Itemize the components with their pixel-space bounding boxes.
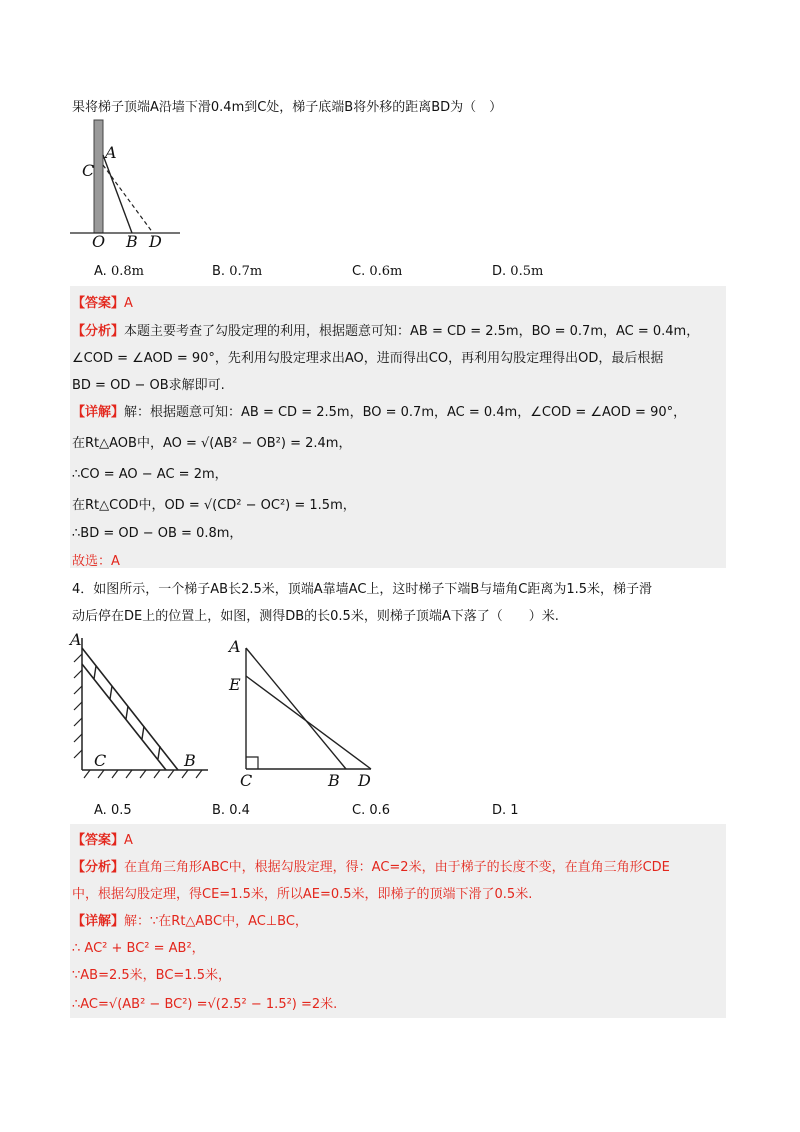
q3-figure: [70, 120, 190, 250]
q3-detail-5: ∴BD = OD − OB = 0.8m，: [72, 526, 243, 541]
q4-option-d: D. 1: [492, 803, 519, 818]
q3-choice: 故选：A: [72, 554, 120, 569]
q3-detail-4: 在Rt△COD中，OD = √(CD² − OC²) = 1.5m，: [72, 498, 356, 513]
q4-answer: 【答案】A: [72, 833, 133, 848]
q3-detail-3: ∴CO = AO − AC = 2m，: [72, 467, 228, 482]
q3-option-d: D. 0.5m: [492, 264, 544, 279]
label-c: C: [82, 161, 95, 180]
wall-hatching: [74, 654, 82, 758]
q4-analysis-2: 中，根据勾股定理，得CE=1.5米，所以AE=0.5米，即梯子的顶端下滑了0.5米.: [72, 887, 533, 902]
q4-detail-4: ∴AC=√(AB² − BC²) =√(2.5² − 1.5²) =2米.: [72, 997, 338, 1012]
label-e: E: [229, 675, 241, 694]
q3-analysis-1: 【分析】本题主要考查了勾股定理的利用，根据题意可知：AB = CD = 2.5m，BO = 0.7m，AC = 0.4m，: [72, 324, 700, 339]
q3-answer: 【答案】A: [72, 296, 133, 311]
label-o: O: [92, 232, 106, 251]
label-c: C: [240, 771, 253, 790]
q4-option-a: A. 0.5: [94, 803, 132, 818]
q3-stem: 果将梯子顶端A沿墙下滑0.4m到C处，梯子底端B将外移的距离BD为（ ）: [72, 100, 503, 115]
label-a: A: [70, 630, 82, 649]
q4-detail-2: ∴ AC² + BC² = AB²，: [72, 941, 205, 956]
ladder-ab: [103, 155, 132, 233]
label-a: A: [229, 637, 241, 656]
label-b: B: [328, 771, 340, 790]
q4-detail-1: 【详解】解：∵在Rt△ABC中，AC⊥BC，: [72, 914, 308, 929]
q3-detail-1: 【详解】解：根据题意可知：AB = CD = 2.5m，BO = 0.7m，AC = 0.4m，∠COD = ∠AOD = 90°，: [72, 405, 687, 420]
label-c: C: [94, 751, 107, 770]
label-d: D: [149, 232, 162, 251]
label-b: B: [126, 232, 138, 251]
ladder-ed: [246, 676, 371, 769]
ladder-rungs: [94, 666, 160, 759]
q4-stem-1: 4．如图所示，一个梯子AB长2.5米，顶端A靠墙AC上，这时梯子下端B与墙角C距离为1.5米，梯子滑: [72, 582, 653, 597]
q3-analysis-2: ∠COD = ∠AOD = 90°，先利用勾股定理求出AO，进而得出CO，再利用勾股定理得出OD，最后根据: [72, 351, 664, 366]
q4-option-c: C. 0.6: [352, 803, 391, 818]
wall: [94, 120, 103, 233]
q3-option-a: A. 0.8m: [94, 264, 144, 279]
q4-figure-1: [68, 632, 218, 782]
q4-stem-2: 动后停在DE上的位置上，如图，测得DB的长0.5米，则梯子顶端A下落了（ ）米.: [72, 609, 559, 624]
q3-option-b: B. 0.7m: [212, 264, 263, 279]
q3-option-c: C. 0.6m: [352, 264, 403, 279]
q3-detail-2: 在Rt△AOB中，AO = √(AB² − OB²) = 2.4m，: [72, 436, 352, 451]
ladder-ab: [246, 648, 346, 769]
label-d: D: [358, 771, 371, 790]
q4-figure-2: [226, 636, 386, 788]
label-b: B: [184, 751, 196, 770]
ground-hatching: [84, 770, 202, 778]
q4-analysis-1: 【分析】在直角三角形ABC中，根据勾股定理，得：AC=2米，由于梯子的长度不变，在直角三角形CDE: [72, 860, 670, 875]
label-a: A: [105, 143, 117, 162]
right-angle-mark: [246, 757, 258, 769]
q4-option-b: B. 0.4: [212, 803, 250, 818]
q4-detail-3: ∵AB=2.5米，BC=1.5米，: [72, 968, 231, 983]
q3-analysis-3: BD = OD − OB求解即可.: [72, 378, 225, 393]
